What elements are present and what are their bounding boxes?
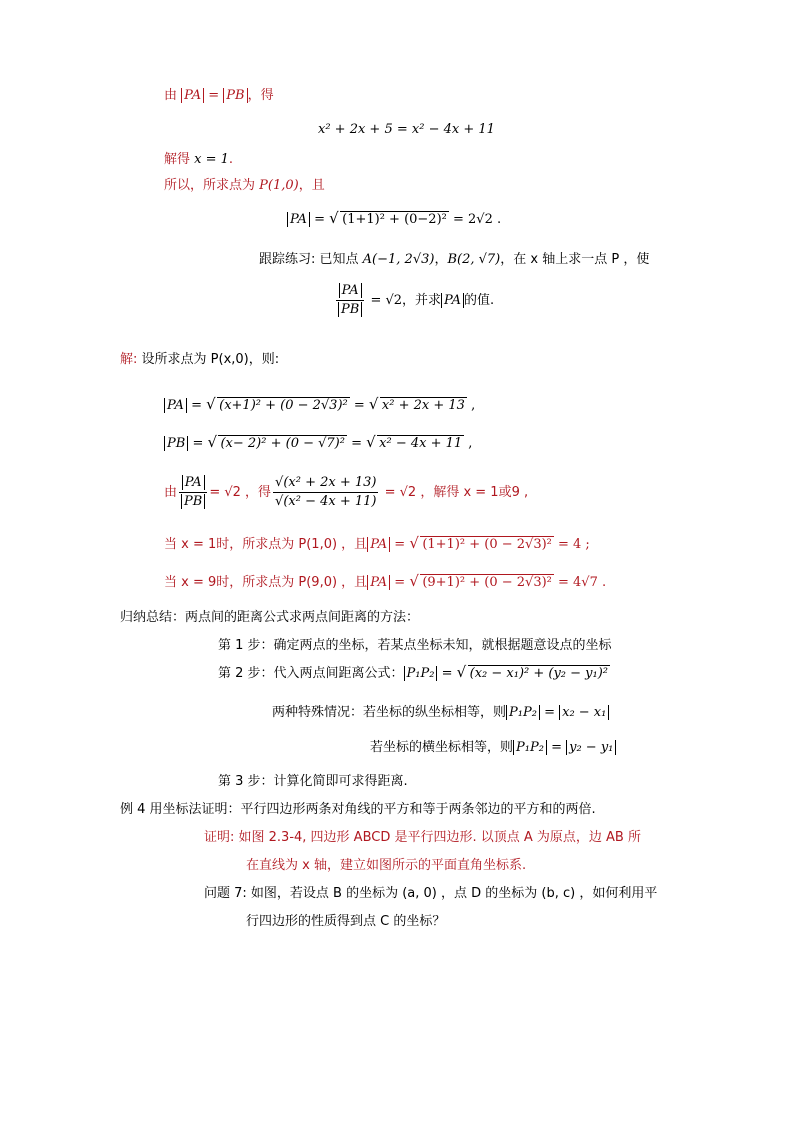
equals: = [349,398,369,413]
radicand: (x− 2)² + (0 − √7)² [220,436,345,451]
proof-line1: 证明: 如图 2.3-4, 四边形 ABCD 是平行四边形. 以顶点 A 为原点，边 AB 所 [204,830,641,845]
radicand: (x+1)² + (0 − 2√3)² [219,398,348,413]
ratio-eq: = √2 ，得 [209,485,272,500]
summary-step3: 第 3 步：计算化简即可求得距离. [218,774,408,789]
equals: = [346,436,367,451]
equals: = [204,88,224,103]
text-bingqiu: ，并求 [402,293,442,308]
period: . [228,152,234,167]
equals: = [188,436,208,451]
abs-x-diff: x₂ − x₁ [559,705,609,720]
abs-pa: PA [287,212,310,227]
case1-text: 当 x = 1时，所求点为 P(1,0) ，且 [164,537,368,552]
sqrt-expr-2 [369,396,467,416]
x-equals-1: x = 1 [194,152,229,167]
equals: = [390,575,410,590]
radicand: (1+1)² + (0−2)² [342,212,447,227]
sqrt-expr [409,573,554,593]
summary-title: 归纳总结：两点间的距离公式求两点间距离的方法： [120,610,420,625]
special2-text: 若坐标的横坐标相等，则 [370,740,514,755]
question7-line1: 问题 7: 如图，若设点 B 的坐标为 (a, 0) ，点 D 的坐标为 (b, c) ，如何利用平 [204,886,658,901]
abs-p1p2: P₁P₂ [404,666,438,681]
comma: , [466,398,476,413]
point-b: B(2, √7) [447,252,501,267]
equals: = [309,212,330,227]
step2-text: 第 2 步：代入两点间距离公式： [218,666,404,681]
summary-step1: 第 1 步：确定两点的坐标，若某点坐标未知，就根据题意设点的坐标 [218,638,612,653]
point-p: P(1,0) [259,178,299,193]
sqrt-expr-1 [206,396,350,416]
practice-line2 [334,282,494,319]
solution-pa-line [164,396,475,416]
abs-p1p2: P₁P₂ [506,705,540,720]
summary-step2: 第 2 步：代入两点间距离公式： P₁P₂ = √ (x₂ − x₁)² + (y₂ − y₁)² [218,664,610,684]
abs-pb: PB [223,88,247,103]
result: = 4√7 . [553,575,607,590]
example4: 例 4 用坐标法证明：平行四边形两条对角线的平方和等于两条邻边的平方和的两倍. [120,802,596,817]
summary-special2: 若坐标的横坐标相等，则 P₁P₂ = y₂ − y₁ [370,738,616,758]
equals: = [186,398,207,413]
text-you: 由 [164,88,178,103]
abs-pa: PA [181,88,204,103]
line-solve-x [164,150,233,170]
line-pa-value [287,210,501,230]
abs-y-diff: y₂ − y₁ [566,740,616,755]
solution-title: 解: [120,352,138,367]
abs-pa: PA [441,293,464,308]
point-a: A(−1, 2√3) [362,252,435,267]
ratio-fraction [179,474,207,511]
radicand: (9+1)² + (0 − 2√3)² [422,575,552,590]
line-equal-distance [164,86,274,106]
abs-pa: PA [367,537,390,552]
text-qie: ，且 [298,178,325,193]
result: = 2√2 [448,212,493,227]
result: = 4 ; [553,537,590,552]
solution-pb-line [164,434,472,454]
radicand: (x₂ − x₁)² + (y₂ − y₁)² [469,666,609,681]
radicand: (1+1)² + (0 − 2√3)² [422,537,552,552]
equals: = [390,537,410,552]
special1-text: 两种特殊情况：若坐标的纵坐标相等，则 [272,705,507,720]
period: . [492,212,502,227]
text-suoyi: 所以，所求点为 [164,178,260,193]
abs-pb: PB [338,302,362,317]
abs-pb: PB [181,494,205,509]
abs-pb: PB [164,436,188,451]
abs-pa: PA [339,283,362,298]
ratio-rhs: = √2 [366,293,403,308]
case2-text: 当 x = 9时，所求点为 P(9,0) ，且 [164,575,368,590]
text-de: ，得 [247,88,274,103]
abs-pa: PA [182,475,205,490]
radicand: x² − 4x + 11 [379,436,463,451]
ratio-fraction [336,282,364,319]
solution-setup-text: 设所求点为 P(x,0)，则: [141,352,280,367]
line-point-p [164,176,325,196]
text-you: 由 [164,485,178,500]
ratio-solve: = √2 ，解得 x = 1或9 , [380,485,529,500]
ratio-fraction-2 [273,474,378,511]
solution-case1 [164,535,590,555]
equation-main: x² + 2x + 5 = x² − 4x + 11 [318,122,495,137]
sqrt-expr [409,535,554,555]
denominator: √(x² − 4x + 11) [275,494,377,509]
practice-line1 [259,250,649,270]
proof-line2: 在直线为 x 轴，建立如图所示的平面直角坐标系. [246,858,527,873]
abs-pa: PA [367,575,390,590]
sqrt-expr [329,210,449,230]
practice-tail: ，在 x 轴上求一点 P ，使 [500,252,650,267]
radicand: x² + 2x + 13 [381,398,465,413]
comma: ， [434,252,448,267]
practice-lead: 跟踪练习: 已知点 [259,252,363,267]
sqrt-expr-1 [207,434,346,454]
solution-setup [120,350,279,370]
text-jiede: 解得 [164,152,195,167]
numerator: √(x² + 2x + 13) [273,474,378,493]
sqrt-expr-2 [366,434,464,454]
summary-special1: 两种特殊情况：若坐标的纵坐标相等，则 P₁P₂ = x₂ − x₁ [272,703,609,723]
comma: , [464,436,473,451]
solution-ratio-line [164,474,528,511]
solution-case2 [164,573,606,593]
distance-formula [457,664,610,684]
abs-p1p2: P₁P₂ [513,740,547,755]
abs-pa: PA [164,398,187,413]
text-dezhi: 的值. [464,293,495,308]
question7-line2: 行四边形的性质得到点 C 的坐标？ [246,914,446,929]
